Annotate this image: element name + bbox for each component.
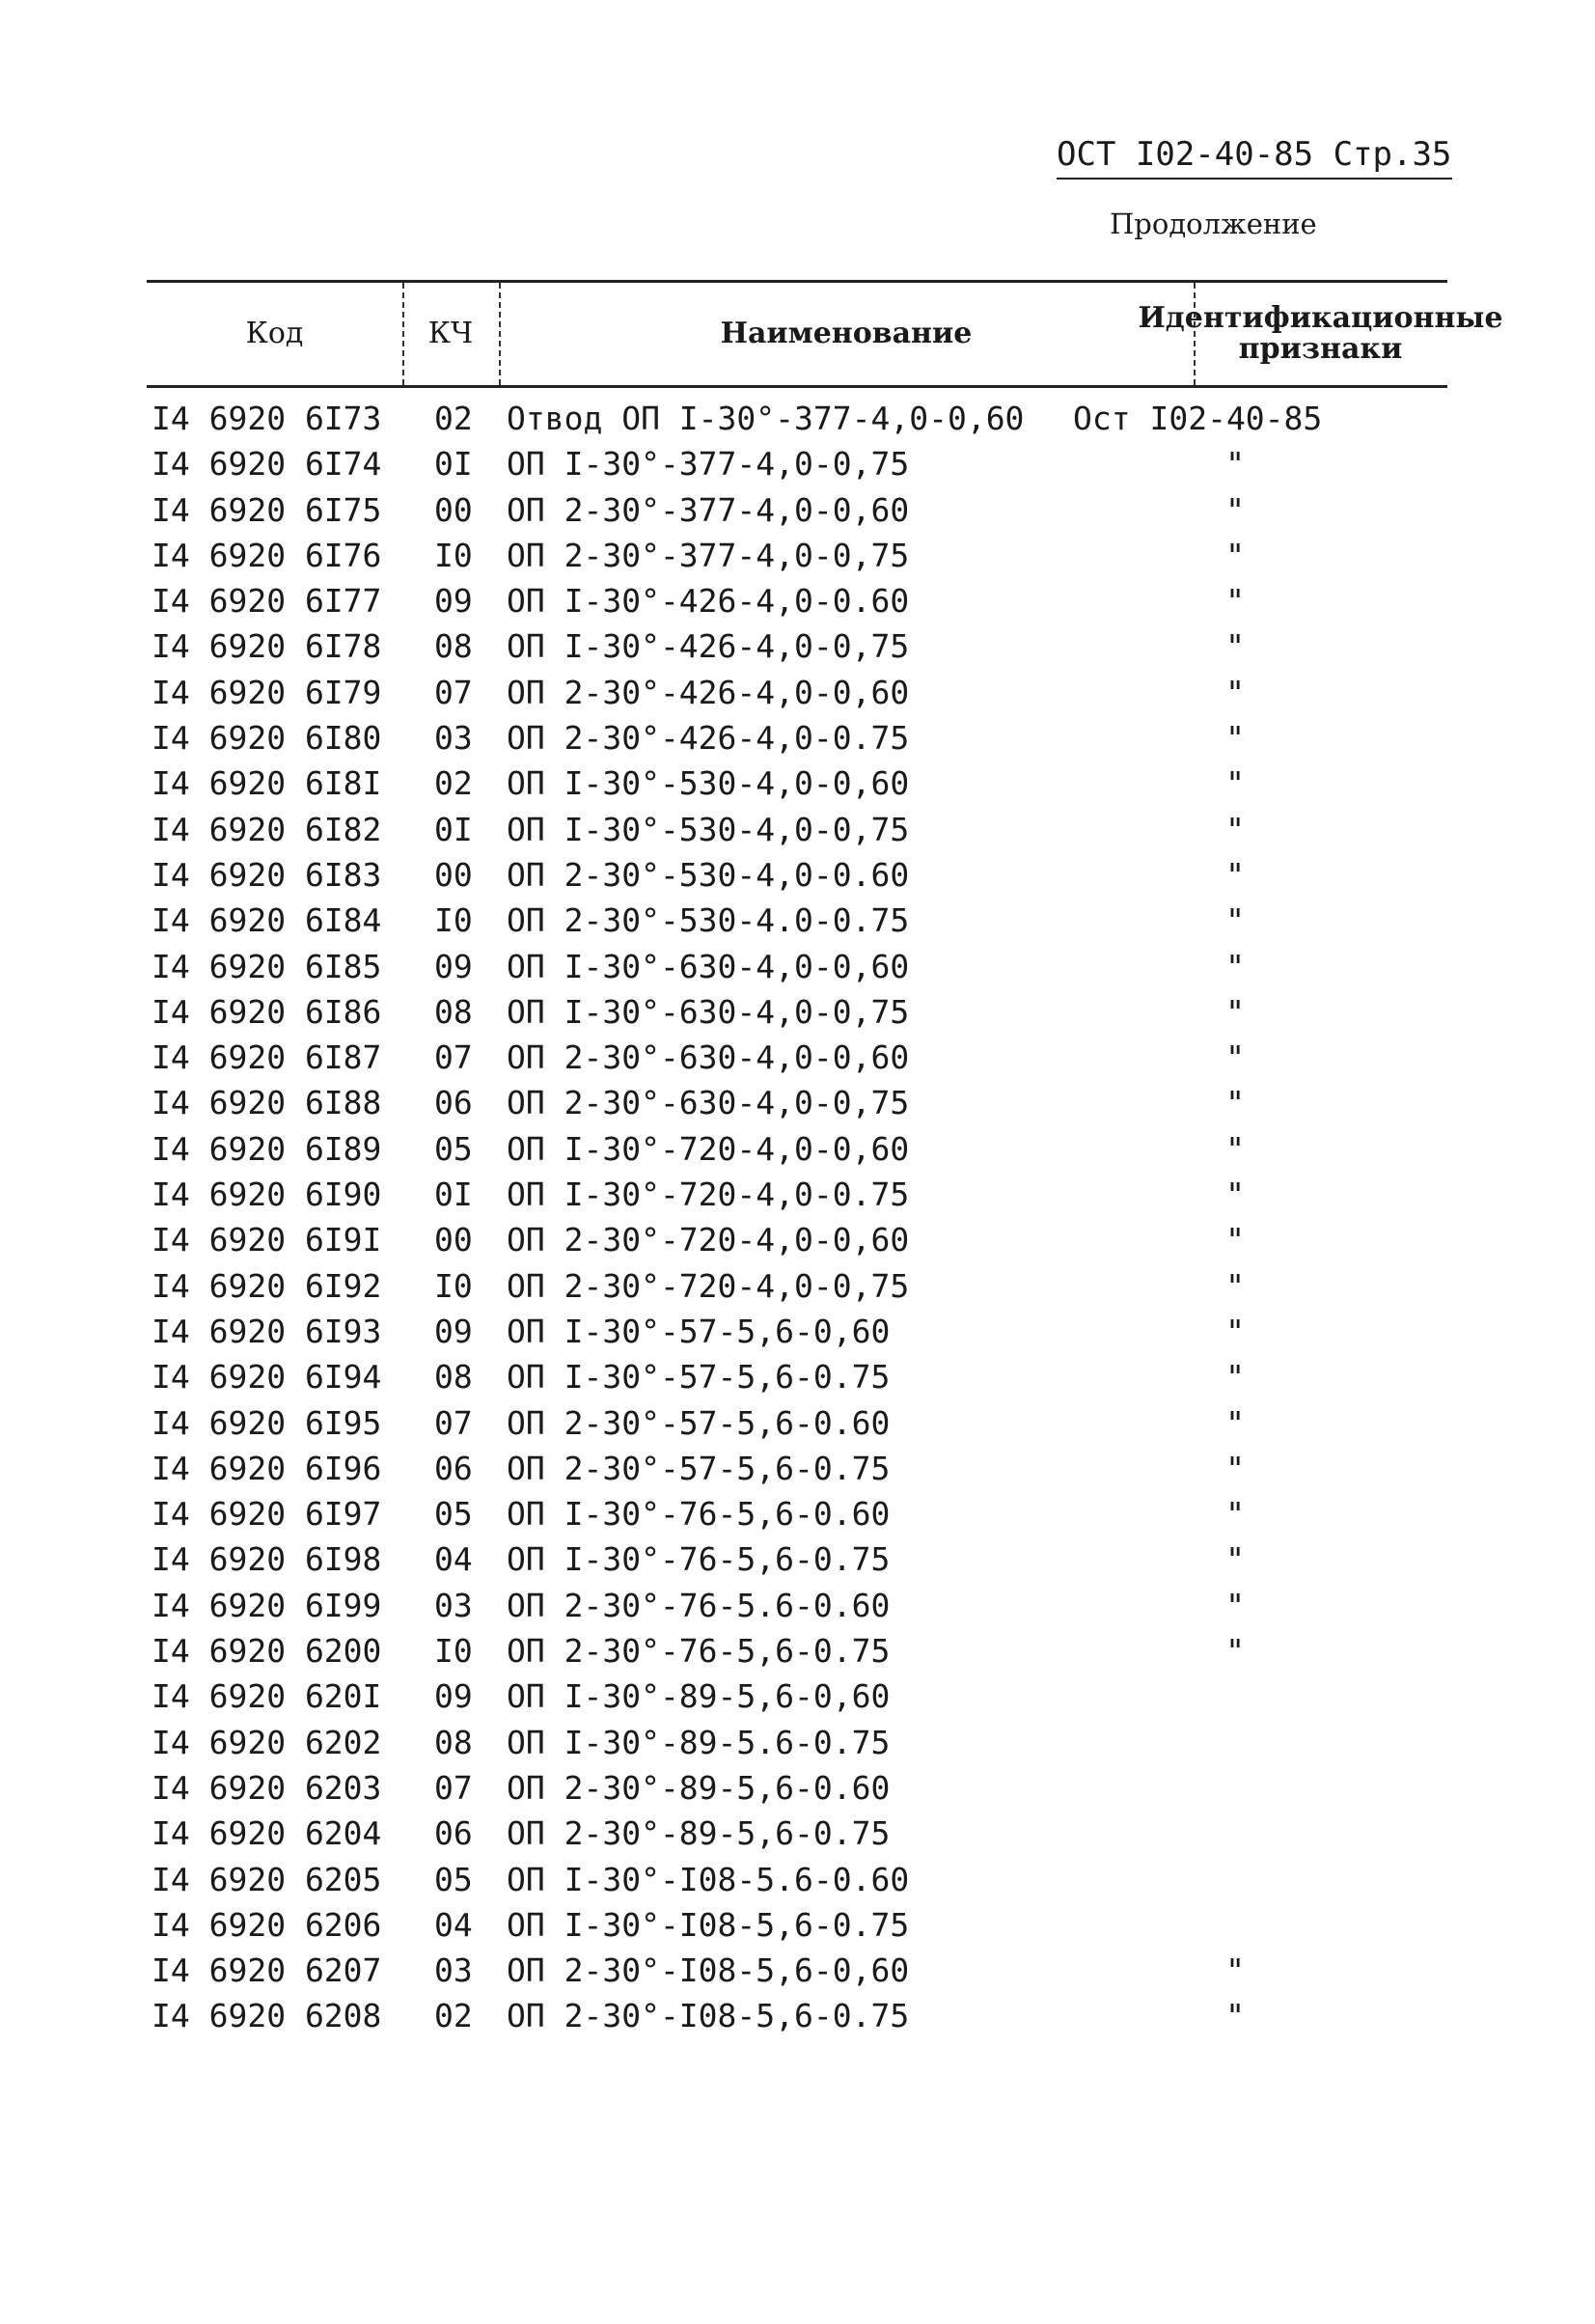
- ident-cell: ": [1225, 1358, 1245, 1397]
- code-cell: I4 6920 6I77: [151, 582, 382, 621]
- ident-cell: ": [1225, 901, 1245, 940]
- code-cell: I4 6920 6I73: [151, 400, 382, 437]
- ident-cell: ": [1225, 536, 1245, 574]
- kch-cell: 00: [434, 1221, 473, 1259]
- name-cell: ОП I-30°-720-4,0-0.75: [507, 1176, 910, 1214]
- table-row: [147, 1217, 1447, 1262]
- table-row: [147, 989, 1447, 1035]
- ident-cell: ": [1225, 1312, 1245, 1350]
- ident-cell: ": [1225, 490, 1245, 529]
- code-cell: I4 6920 6208: [151, 1997, 382, 2035]
- name-cell: ОП I-30°-720-4,0-0,60: [507, 1129, 910, 1168]
- name-cell: ОП 2-30°-76-5,6-0.75: [507, 1632, 891, 1671]
- kch-cell: 08: [434, 1723, 473, 1761]
- kch-cell: 0I: [434, 1176, 473, 1214]
- kch-cell: 0I: [434, 445, 473, 484]
- table-row: [147, 852, 1447, 898]
- code-cell: I4 6920 6I84: [151, 901, 382, 940]
- name-cell: ОП 2-30°-I08-5,6-0.75: [507, 1997, 910, 2035]
- kch-cell: 08: [434, 1358, 473, 1397]
- code-cell: I4 6920 6I9I: [151, 1221, 382, 1259]
- ident-cell: ": [1225, 1129, 1245, 1168]
- name-cell: ОП I-30°-57-5,6-0.75: [507, 1358, 891, 1397]
- kch-cell: 06: [434, 1814, 473, 1853]
- ident-cell: ": [1225, 1495, 1245, 1534]
- kch-cell: 06: [434, 1449, 473, 1487]
- code-cell: I4 6920 6206: [151, 1905, 382, 1944]
- code-cell: I4 6920 6207: [151, 1951, 382, 1990]
- ident-cell: ": [1225, 1266, 1245, 1305]
- name-cell: ОП I-30°-89-5.6-0.75: [507, 1723, 891, 1761]
- code-cell: I4 6920 6I97: [151, 1495, 382, 1534]
- ident-cell: ": [1225, 1221, 1245, 1259]
- kch-cell: 02: [434, 1997, 473, 2035]
- table-row: [147, 1765, 1447, 1811]
- kch-cell: 08: [434, 627, 473, 666]
- name-cell: ОП 2-30°-720-4,0-0,60: [507, 1221, 910, 1259]
- name-cell: ОП I-30°-377-4,0-0,75: [507, 445, 910, 484]
- kch-cell: 00: [434, 855, 473, 894]
- column-header-kch: КЧ: [427, 317, 474, 350]
- kch-cell: 08: [434, 992, 473, 1031]
- ident-cell: ": [1225, 855, 1245, 894]
- ident-cell: ": [1225, 445, 1245, 484]
- table-row: [147, 670, 1447, 715]
- kch-cell: 03: [434, 719, 473, 758]
- document-reference: ОСТ I02-40-85 Стр.35: [1057, 135, 1452, 180]
- name-cell: ОП 2-30°-377-4,0-0,60: [507, 490, 910, 529]
- code-cell: I4 6920 6I83: [151, 855, 382, 894]
- ident-cell: ": [1225, 1632, 1245, 1671]
- code-cell: I4 6920 6205: [151, 1860, 382, 1898]
- kch-cell: 04: [434, 1540, 473, 1579]
- kch-cell: 07: [434, 1403, 473, 1442]
- code-cell: I4 6920 6I74: [151, 445, 382, 484]
- ident-cell: ": [1225, 992, 1245, 1031]
- ident-cell: ": [1225, 1449, 1245, 1487]
- table-row: [147, 1354, 1447, 1399]
- code-cell: I4 6920 6I96: [151, 1449, 382, 1487]
- table-row: [147, 1536, 1447, 1582]
- continuation-label: Продолжение: [1110, 208, 1317, 240]
- kch-cell: 00: [434, 490, 473, 529]
- name-cell: ОП 2-30°-630-4,0-0,60: [507, 1038, 910, 1077]
- ident-cell: ": [1225, 764, 1245, 803]
- kch-cell: 03: [434, 1586, 473, 1624]
- name-cell: ОП 2-30°-530-4.0-0.75: [507, 901, 910, 940]
- name-cell: ОП I-30°-426-4,0-0.60: [507, 582, 910, 621]
- table-row: [147, 1263, 1447, 1309]
- table-row: [147, 1172, 1447, 1217]
- kch-cell: 0I: [434, 810, 473, 848]
- name-cell: ОП 2-30°-I08-5,6-0,60: [507, 1951, 910, 1990]
- name-cell: ОП I-30°-630-4,0-0,75: [507, 992, 910, 1031]
- name-cell: ОП I-30°-I08-5.6-0.60: [507, 1860, 910, 1898]
- kch-cell: 09: [434, 947, 473, 985]
- name-cell: ОП I-30°-630-4,0-0,60: [507, 947, 910, 985]
- code-cell: I4 6920 6I80: [151, 719, 382, 758]
- kch-cell: 03: [434, 1951, 473, 1990]
- name-cell: ОП I-30°-76-5,6-0.60: [507, 1495, 891, 1534]
- code-cell: I4 6920 6I79: [151, 673, 382, 711]
- kch-cell: I0: [434, 1266, 473, 1305]
- name-cell: Отвод ОП I-30°-377-4,0-0,60: [507, 400, 1025, 437]
- kch-cell: 02: [434, 400, 473, 437]
- code-cell: I4 6920 6I90: [151, 1176, 382, 1214]
- table-row: [147, 1446, 1447, 1491]
- code-cell: I4 6920 6I94: [151, 1358, 382, 1397]
- ident-cell: ": [1225, 1540, 1245, 1579]
- kch-cell: 05: [434, 1860, 473, 1898]
- code-cell: I4 6920 6I82: [151, 810, 382, 848]
- name-cell: ОП I-30°-426-4,0-0,75: [507, 627, 910, 666]
- table-row: [147, 761, 1447, 806]
- code-cell: I4 6920 6I85: [151, 947, 382, 985]
- table-row: [147, 898, 1447, 943]
- code-cell: I4 6920 6I92: [151, 1266, 382, 1305]
- code-cell: I4 6920 6I87: [151, 1038, 382, 1077]
- code-cell: I4 6920 6202: [151, 1723, 382, 1761]
- table-row: [147, 1309, 1447, 1354]
- ident-cell: ": [1225, 1403, 1245, 1442]
- kch-cell: 04: [434, 1905, 473, 1944]
- code-cell: I4 6920 6200: [151, 1632, 382, 1671]
- name-cell: ОП 2-30°-76-5.6-0.60: [507, 1586, 891, 1624]
- table-row: [147, 396, 1447, 441]
- ident-cell: ": [1225, 582, 1245, 621]
- name-cell: ОП 2-30°-57-5,6-0.60: [507, 1403, 891, 1442]
- kch-cell: 07: [434, 1038, 473, 1077]
- name-cell: ОП I-30°-I08-5,6-0.75: [507, 1905, 910, 1944]
- kch-cell: 09: [434, 582, 473, 621]
- ident-cell: ": [1225, 1038, 1245, 1077]
- table-row: [147, 1400, 1447, 1446]
- code-cell: I4 6920 6I78: [151, 627, 382, 666]
- table-row: [147, 1811, 1447, 1856]
- table-row: [147, 1902, 1447, 1948]
- code-cell: I4 6920 6I99: [151, 1586, 382, 1624]
- ident-cell: ": [1225, 1951, 1245, 1990]
- table-row: [147, 1491, 1447, 1536]
- ident-cell: ": [1225, 810, 1245, 848]
- table-row: [147, 1628, 1447, 1674]
- code-cell: I4 6920 6203: [151, 1768, 382, 1807]
- ident-cell: ": [1225, 1176, 1245, 1214]
- ident-cell: ": [1225, 719, 1245, 758]
- kch-cell: I0: [434, 1632, 473, 1671]
- table-row: [147, 578, 1447, 623]
- table-row: [147, 1035, 1447, 1080]
- code-cell: I4 6920 6I88: [151, 1084, 382, 1122]
- ident-cell: ": [1225, 627, 1245, 666]
- table-row: [147, 1080, 1447, 1125]
- table-row: [147, 1126, 1447, 1172]
- ident-cell: ": [1225, 673, 1245, 711]
- ident-cell: ": [1225, 1084, 1245, 1122]
- column-header-name: Наименование: [720, 317, 973, 350]
- name-cell: ОП 2-30°-57-5,6-0.75: [507, 1449, 891, 1487]
- code-cell: I4 6920 6I89: [151, 1129, 382, 1168]
- table-row: [147, 1583, 1447, 1628]
- name-cell: ОП I-30°-57-5,6-0,60: [507, 1312, 891, 1350]
- table-row: [147, 944, 1447, 989]
- ident-cell: Ост I02-40-85: [1073, 400, 1323, 437]
- ident-cell: ": [1225, 947, 1245, 985]
- code-cell: I4 6920 6I86: [151, 992, 382, 1031]
- kch-cell: 07: [434, 1768, 473, 1807]
- table-row: [147, 533, 1447, 578]
- table-row: [147, 1720, 1447, 1765]
- kch-cell: 05: [434, 1129, 473, 1168]
- table-body: [147, 396, 1447, 2039]
- table-row: [147, 715, 1447, 761]
- code-cell: I4 6920 6I75: [151, 490, 382, 529]
- code-cell: I4 6920 620I: [151, 1677, 382, 1716]
- kch-cell: 09: [434, 1312, 473, 1350]
- name-cell: ОП I-30°-76-5,6-0.75: [507, 1540, 891, 1579]
- code-cell: I4 6920 6I76: [151, 536, 382, 574]
- kch-cell: I0: [434, 901, 473, 940]
- code-cell: I4 6920 6I8I: [151, 764, 382, 803]
- ident-cell: ": [1225, 1997, 1245, 2035]
- code-cell: I4 6920 6I93: [151, 1312, 382, 1350]
- name-cell: ОП 2-30°-89-5,6-0.75: [507, 1814, 891, 1853]
- name-cell: ОП 2-30°-377-4,0-0,75: [507, 536, 910, 574]
- name-cell: ОП 2-30°-426-4,0-0,60: [507, 673, 910, 711]
- table-row: [147, 441, 1447, 486]
- name-cell: ОП I-30°-89-5,6-0,60: [507, 1677, 891, 1716]
- kch-cell: 07: [434, 673, 473, 711]
- table-row: [147, 1993, 1447, 2038]
- ident-cell: ": [1225, 1586, 1245, 1624]
- column-header-code: Код: [245, 317, 304, 350]
- name-cell: ОП I-30°-530-4,0-0,75: [507, 810, 910, 848]
- column-header-ident: Идентификационные признаки: [1138, 301, 1503, 366]
- table-row: [147, 1948, 1447, 1993]
- table-row: [147, 807, 1447, 852]
- kch-cell: 06: [434, 1084, 473, 1122]
- table-row: [147, 1857, 1447, 1902]
- table-row: [147, 623, 1447, 669]
- kch-cell: I0: [434, 536, 473, 574]
- name-cell: ОП 2-30°-720-4,0-0,75: [507, 1266, 910, 1305]
- code-cell: I4 6920 6204: [151, 1814, 382, 1853]
- kch-cell: 09: [434, 1677, 473, 1716]
- name-cell: ОП 2-30°-530-4,0-0.60: [507, 855, 910, 894]
- name-cell: ОП 2-30°-426-4,0-0.75: [507, 719, 910, 758]
- kch-cell: 05: [434, 1495, 473, 1534]
- code-cell: I4 6920 6I98: [151, 1540, 382, 1579]
- code-cell: I4 6920 6I95: [151, 1403, 382, 1442]
- name-cell: ОП 2-30°-630-4,0-0,75: [507, 1084, 910, 1122]
- table-row: [147, 487, 1447, 533]
- kch-cell: 02: [434, 764, 473, 803]
- table-row: [147, 1674, 1447, 1719]
- name-cell: ОП 2-30°-89-5,6-0.60: [507, 1768, 891, 1807]
- name-cell: ОП I-30°-530-4,0-0,60: [507, 764, 910, 803]
- table-header: [147, 280, 1503, 388]
